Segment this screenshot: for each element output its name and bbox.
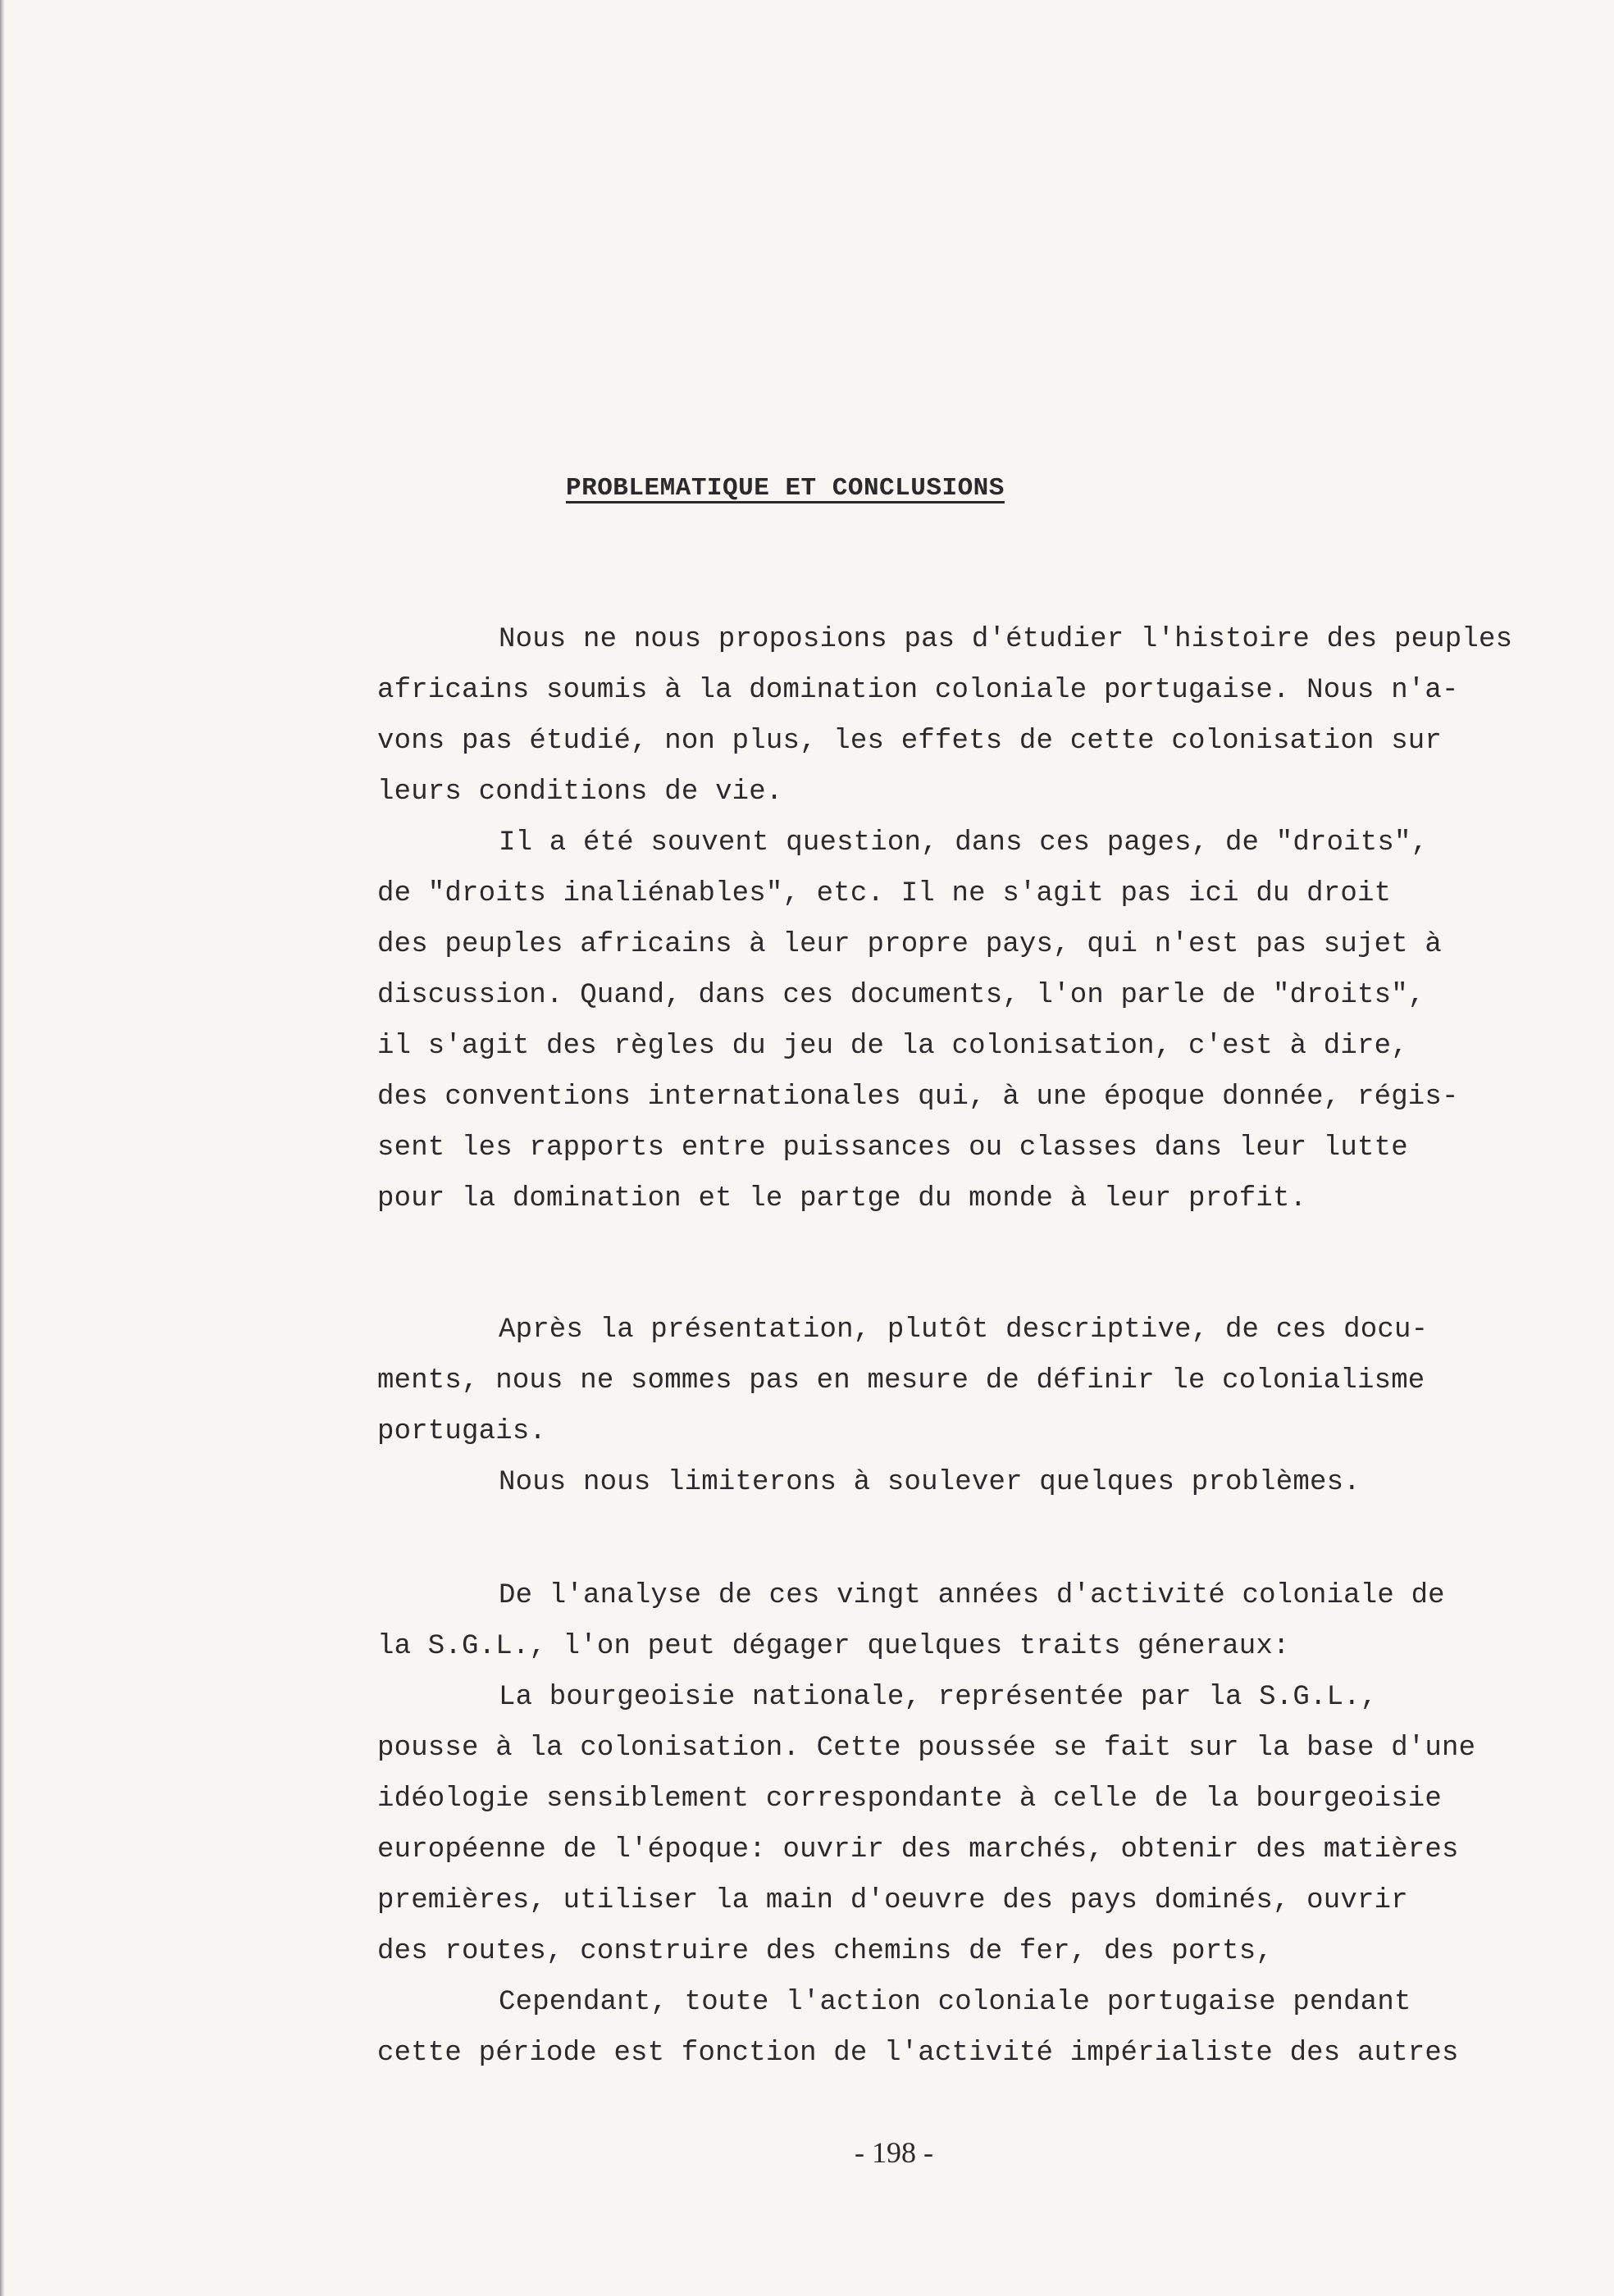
text-line: La bourgeoisie nationale, représentée par la S.G.L., xyxy=(499,1682,1378,1713)
text-line: de "droits inaliénables", etc. Il ne s'agit pas ici du droit xyxy=(377,878,1392,909)
text-line: cette période est fonction de l'activité impérialiste des autres xyxy=(377,2038,1459,2069)
text-line: portugais. xyxy=(377,1416,547,1447)
text-line: vons pas étudié, non plus, les effets de cette colonisation sur xyxy=(377,726,1443,757)
text-line: discussion. Quand, dans ces documents, l'on parle de "droits", xyxy=(377,980,1425,1011)
text-line: des peuples africains à leur propre pays, qui n'est pas sujet à xyxy=(377,929,1443,960)
text-line: sent les rapports entre puissances ou classes dans leur lutte xyxy=(377,1132,1408,1164)
text-line: leurs conditions de vie. xyxy=(377,777,783,808)
text-line: européenne de l'époque: ouvrir des marchés, obtenir des matières xyxy=(377,1834,1459,1866)
text-line: ments, nous ne sommes pas en mesure de définir le colonialisme xyxy=(377,1365,1425,1396)
page-edge-shadow xyxy=(0,0,5,2296)
text-line: il s'agit des règles du jeu de la colonisation, c'est à dire, xyxy=(377,1031,1408,1062)
text-line: De l'analyse de ces vingt années d'activité coloniale de xyxy=(499,1580,1445,1611)
text-line: des routes, construire des chemins de fer, des ports, xyxy=(377,1936,1273,1967)
text-line: des conventions internationales qui, à une époque donnée, régis- xyxy=(377,1082,1459,1113)
text-line: idéologie sensiblement correspondante à celle de la bourgeoisie xyxy=(377,1784,1443,1815)
text-line: la S.G.L., l'on peut dégager quelques traits géneraux: xyxy=(377,1631,1290,1662)
text-line: pour la domination et le partge du monde à leur profit. xyxy=(377,1183,1307,1214)
text-line: Il a été souvent question, dans ces pages, de "droits", xyxy=(499,827,1429,859)
page-title: PROBLEMATIQUE ET CONCLUSIONS xyxy=(566,474,1005,503)
page-number: - 198 - xyxy=(855,2136,933,2169)
text-line: Après la présentation, plutôt descriptive, de ces docu- xyxy=(499,1314,1429,1346)
text-line: premières, utiliser la main d'oeuvre des pays dominés, ouvrir xyxy=(377,1885,1408,1916)
text-line: Nous ne nous proposions pas d'étudier l'histoire des peuples xyxy=(499,624,1513,655)
text-line: Cependant, toute l'action coloniale portugaise pendant xyxy=(499,1987,1411,2018)
text-line: africains soumis à la domination coloniale portugaise. Nous n'a- xyxy=(377,675,1459,706)
text-line: Nous nous limiterons à soulever quelques problèmes. xyxy=(499,1467,1361,1498)
text-line: pousse à la colonisation. Cette poussée se fait sur la base d'une xyxy=(377,1733,1476,1764)
